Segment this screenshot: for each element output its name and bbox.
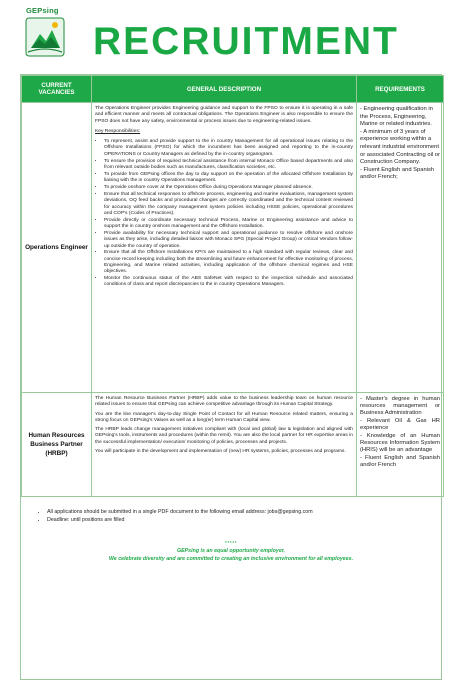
- list-item: • Provide availability for necessary technical support and operational guidance to resolve offshore and onshore issues as they arise, including detailed liaison with Monaco SPG (Special Project Group) or critical Vendors follow-up outside the country of operation.: [104, 231, 353, 250]
- diversity-statement: We celebrate diversity and are committed to creating an inclusive environment for all employees.: [108, 556, 354, 562]
- list-item: • To provide from GEPsing offices the day to day support on the operation of the allocated Offshore Installation by liaising with the in country Operations management.: [104, 172, 353, 185]
- description-paragraph: You will participate in the development and implementation of (new) HR systems, policies, processes and programs.: [95, 449, 346, 455]
- vacancy-title: Operations Engineer: [22, 103, 92, 393]
- vacancy-description: [92, 393, 357, 497]
- requirement-item: - Relevant Oil & Gas HR experience: [360, 418, 440, 432]
- recruitment-frame: [20, 74, 442, 680]
- description-paragraph: The Human Resource Business Partner (HRBP) adds value to the business leadership team on human resource related issues to ensure that GEPsing can achieve competitive advantage through its Human Capital Strategy.: [95, 396, 353, 408]
- list-item: • To represent, assist and provide support to the in country Management for all operational issues relating to the Offshore Installations (FPSO) for which the incumbent has been assigned and reporting to the in-country OPERATIONS or Country Managers as defined by the in-country organogram.: [104, 139, 353, 158]
- equal-opportunity-line: GEPsing is an equal opportunity employer.: [176, 548, 286, 554]
- description-intro: The Operations Engineer provides Engineering guidance and support to the FPSO to ensure it is operating in a safe and efficient manner and meets all contractual obligations. The Operations Engineer is also responsible to ensure the FPSO does not have any safety, environmental or process issues due to engineering-related issues.: [95, 106, 353, 124]
- description-paragraph: You are the line manager's day-to-day Single Point of Contact for all Human Resource related matters, ensuring a strong focus on GEPsing's Values as well as a long(er) term Human Capital view.: [95, 411, 353, 423]
- gepsing-logo-icon: [22, 8, 68, 58]
- requirement-item: - Engineering qualification in the Process, Engineering, Marine or related industries.: [360, 106, 433, 128]
- list-item: • Ensure that all technical responses to offshore process, engineering and marine evaluations, management system deviations, OQ feed backs and procedural changes are correctly coordinated and the technical content reviewed for accuracy within the company management system policies including HSSE policies, operational procedures and COP's (Codes of Practices).: [104, 192, 353, 217]
- list-item: • To ensure the provision of required technical assistance from internal Monaco Office based departments and also from relevant outside bodies such as manufactures, classification societies, etc.: [104, 159, 353, 172]
- description-paragraph: The HRBP leads change management initiatives compliant with (local and global) law & legislation and aligned with GEPsing's tools, instruments and procedures (within the remit). You are also the local partner for HR expertise areas in the successful implementation/ execution/ monitoring of policies, processes and projects.: [95, 427, 353, 445]
- table-row: [22, 393, 444, 497]
- vacancies-table: [21, 75, 444, 497]
- page-title: RECRUITMENT: [93, 20, 399, 63]
- divider-stars: *****: [224, 541, 238, 547]
- vacancy-title: Human Resources Business Partner (HRBP): [22, 393, 92, 497]
- list-item: • Ensure that all the Offshore Installations KPI's are maintained to a high standard with regular reviews, clear and concise record keeping including both the streamlining and future enhancement for effective monitoring of process, Engineering, and Marine related activities, including application of the offshore chemical regimes and HSE objectives.: [104, 250, 353, 275]
- application-instructions: [33, 509, 429, 523]
- vacancy-requirements: [357, 103, 444, 393]
- column-header-description: GENERAL DESCRIPTION: [92, 76, 357, 103]
- page-header: [0, 0, 461, 68]
- requirement-item: - Fluent English and Spanish and/or French: [360, 454, 440, 468]
- responsibilities-list: [95, 139, 353, 289]
- list-item: • To provide onshore cover at the Operations Office during Operations Manager planned absence.: [104, 185, 353, 191]
- key-responsibilities-label: Key Responsibilities:: [95, 128, 141, 134]
- column-header-requirements: REQUIREMENTS: [357, 76, 444, 103]
- vacancy-requirements: [357, 393, 444, 497]
- vacancy-description: [92, 103, 357, 393]
- requirement-item: - Knowledge of an Human Resources Information System (HRIS) will be an advantage: [360, 432, 440, 454]
- list-item: • Monitor the continuous status of the ABS SafeNet with respect to the inspection schedule and associated conditions of class and report discrepancies to the in country Operations Managers.: [104, 276, 353, 289]
- table-row: [22, 103, 444, 393]
- requirement-item: - Fluent English and Spanish and/or French;: [360, 166, 435, 181]
- requirement-item: - Master's degree in human resources management or Business Administration: [360, 396, 440, 417]
- logo-text: GEPsing: [26, 6, 59, 15]
- list-item: • Deadline: until positions are filled: [47, 517, 429, 523]
- application-footer: [21, 497, 441, 571]
- list-item: • All applications should be submitted in a single PDF document to the following email address: jobs@gepsing.com: [47, 509, 429, 515]
- list-item: • Provide directly or coordinate necessary technical Process, Marine or Engineering assistance and advice to support the in country onshore management and the Offshore Installation.: [104, 218, 353, 231]
- column-header-vacancies: CURRENT VACANCIES: [22, 76, 92, 103]
- requirement-item: - A minimum of 3 years of experience working within a relevant industrial environment or associated Contracting oil or Construction Company.: [360, 128, 440, 166]
- table-header-row: [22, 76, 444, 103]
